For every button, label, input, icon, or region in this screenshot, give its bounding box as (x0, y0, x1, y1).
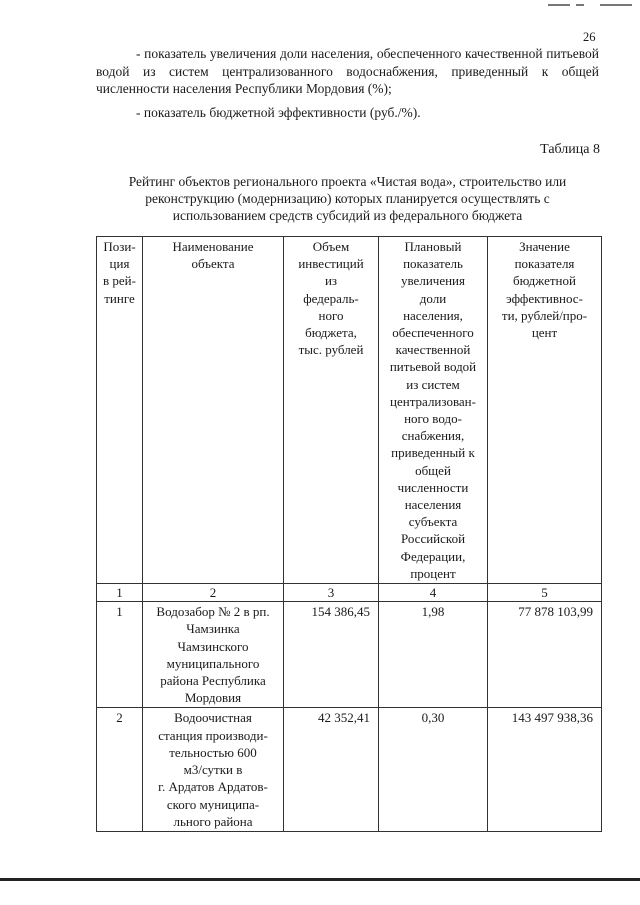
cell-line: цент (531, 325, 558, 341)
table-label: Таблица 8 (540, 142, 600, 157)
cell-line: Российской (400, 531, 466, 547)
table-row (97, 708, 602, 831)
cell-line: снабжения, (401, 428, 465, 444)
cell-line: тыс. рублей (298, 342, 364, 358)
efficiency-cell: 143 497 938,36 (488, 708, 602, 831)
scan-mark (576, 4, 584, 6)
share-cell: 1,98 (379, 602, 488, 708)
header-cell (143, 237, 284, 584)
column-number: 5 (488, 584, 602, 602)
bottom-rule (0, 878, 640, 881)
caption-line: использованием средств субсидий из федерального бюджета (172, 208, 523, 223)
cell-line: показатель (403, 256, 463, 272)
cell-line: ского муниципа- (166, 796, 260, 812)
cell-line: Федерации, (400, 548, 466, 564)
cell-line: района Республика (160, 673, 266, 689)
cell-line: качественной (395, 342, 471, 358)
position-cell: 2 (97, 708, 143, 831)
bullet-item: - показатель бюджетной эффективности (руб./%). (136, 105, 421, 120)
cell-line: обеспеченного (392, 325, 474, 341)
cell-line: из (324, 273, 338, 289)
cell-line: Чамзинского (177, 638, 249, 654)
cell-line: приведенный к (391, 445, 475, 461)
cell-line: станция производи- (158, 727, 268, 743)
cell-line: Значение (519, 239, 570, 254)
cell-line: льного района (173, 813, 253, 829)
caption-line: реконструкцию (модернизацию) которых планируется осуществлять с (145, 191, 550, 206)
cell-line: общей (415, 462, 451, 478)
cell-line: ного (318, 307, 344, 323)
header-cell (379, 237, 488, 584)
cell-line: бюджета, (305, 325, 357, 341)
investment-cell: 42 352,41 (284, 708, 379, 831)
cell-line: Чамзинка (186, 621, 240, 637)
cell-line: из систем (406, 376, 460, 392)
cell-line: тинге (104, 290, 135, 306)
cell-line: тельностью 600 (169, 744, 257, 760)
object-name-cell (143, 708, 284, 831)
cell-line: численности (397, 479, 469, 495)
cell-line: федераль- (303, 290, 359, 306)
cell-line: ного водо- (404, 411, 462, 427)
cell-line: м3/сутки в (183, 762, 243, 778)
cell-line: в рей- (103, 273, 136, 289)
cell-line: объекта (191, 256, 235, 272)
header-cell (488, 237, 602, 584)
table-header-row (97, 237, 602, 584)
cell-line: Водозабор № 2 в рп. (156, 604, 270, 620)
column-number: 2 (143, 584, 284, 602)
cell-line: Пози- (103, 239, 136, 254)
cell-line: доли (419, 290, 447, 306)
column-number: 3 (284, 584, 379, 602)
cell-line: увеличения (401, 273, 465, 289)
rating-table (96, 236, 602, 832)
position-cell: 1 (97, 602, 143, 708)
table-row (97, 602, 602, 708)
cell-line: показателя (514, 256, 575, 272)
efficiency-cell: 77 878 103,99 (488, 602, 602, 708)
cell-line: ти, рублей/про- (501, 307, 588, 323)
header-cell (97, 237, 143, 584)
scan-mark (600, 4, 632, 6)
cell-line: ция (109, 256, 130, 272)
cell-line: инвестиций (298, 256, 364, 272)
table-caption (96, 173, 599, 224)
cell-line: Водоочистная (174, 710, 252, 726)
cell-line: централизован- (390, 393, 476, 409)
cell-line: субъекта (408, 514, 458, 530)
bullet-item: - показатель увеличения доли населения, обеспеченного качественной питьевой водой из систем централизованного водоснабжения, приведенный к общей численности населения Республики Мордовия (%); (96, 46, 599, 96)
page-number: 26 (583, 30, 596, 44)
cell-line: населения, (403, 307, 463, 323)
cell-line: Мордовия (184, 690, 242, 706)
cell-line: процент (410, 565, 456, 581)
cell-line: бюджетной (513, 273, 576, 289)
scan-mark (548, 4, 570, 6)
caption-line: Рейтинг объектов регионального проекта «Чистая вода», строительство или (128, 174, 567, 189)
cell-line: Плановый (404, 239, 462, 254)
investment-cell: 154 386,45 (284, 602, 379, 708)
cell-line: Наименование (172, 239, 254, 254)
cell-line: г. Ардатов Ардатов- (158, 779, 268, 795)
cell-line: населения (404, 497, 462, 513)
column-number: 1 (97, 584, 143, 602)
cell-line: питьевой водой (389, 359, 477, 375)
cell-line: эффективнос- (506, 290, 583, 306)
cell-line: Объем (312, 239, 350, 254)
header-cell (284, 237, 379, 584)
object-name-cell (143, 602, 284, 708)
cell-line: муниципального (166, 655, 260, 671)
share-cell: 0,30 (379, 708, 488, 831)
column-number: 4 (379, 584, 488, 602)
column-number-row (97, 584, 602, 602)
